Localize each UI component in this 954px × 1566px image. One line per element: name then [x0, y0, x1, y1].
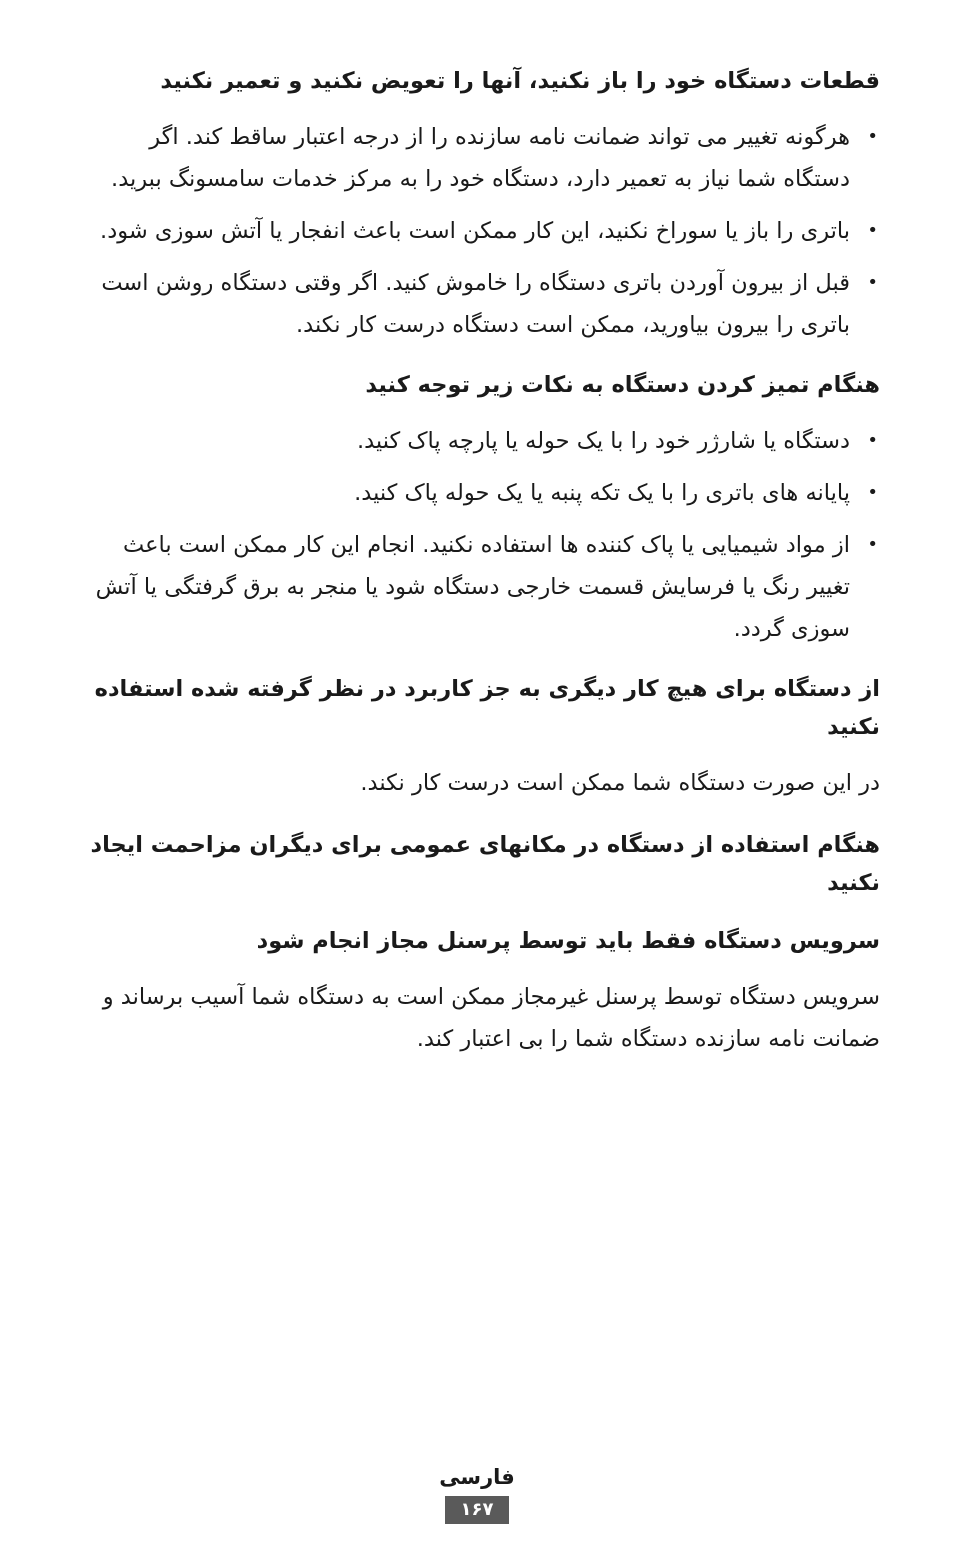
bullet-icon: •: [867, 220, 878, 241]
list-item-text: از مواد شیمیایی یا پاک کننده ها استفاده نکنید. انجام این کار ممکن است باعث تغییر رنگ یا فرسایش قسمت خارجی دستگاه شود یا منجر به برق گرفتگی یا آتش سوزی گردد.: [95, 532, 850, 642]
list-item: [78, 524, 880, 650]
page-number: ۱۶۷: [445, 1496, 510, 1524]
section-service: [78, 922, 880, 1060]
list-item: [78, 472, 880, 514]
section-heading: قطعات دستگاه خود را باز نکنید، آنها را تعویض نکنید و تعمیر نکنید: [160, 68, 880, 94]
list-item-text: قبل از بیرون آوردن باتری دستگاه را خاموش کنید. اگر وقتی دستگاه روشن است باتری را بیرون بیاورید، ممکن است دستگاه درست کار نکند.: [101, 270, 850, 338]
section-cleaning: [78, 366, 880, 650]
section-heading: هنگام استفاده از دستگاه در مکانهای عمومی برای دیگران مزاحمت ایجاد نکنید: [90, 832, 880, 896]
section-heading: سرویس دستگاه فقط باید توسط پرسنل مجاز انجام شود: [256, 928, 880, 954]
bullet-list: [78, 420, 880, 650]
bullet-icon: •: [867, 534, 878, 555]
bullet-icon: •: [867, 482, 878, 503]
page-footer: [0, 1462, 954, 1524]
bullet-icon: •: [867, 272, 878, 293]
footer-language: فارسی: [439, 1465, 515, 1489]
bullet-icon: •: [867, 126, 878, 147]
bullet-list: [78, 116, 880, 346]
list-item-text: دستگاه یا شارژر خود را با یک حوله یا پارچه پاک کنید.: [356, 428, 850, 454]
section-paragraph: سرویس دستگاه توسط پرسنل غیرمجاز ممکن است به دستگاه شما آسیب برساند و ضمانت نامه سازنده دستگاه شما را بی اعتبار کند.: [102, 984, 880, 1052]
list-item: [78, 210, 880, 252]
section-paragraph: در این صورت دستگاه شما ممکن است درست کار نکند.: [360, 770, 880, 796]
list-item-text: باتری را باز یا سوراخ نکنید، این کار ممکن است باعث انفجار یا آتش سوزی شود.: [100, 218, 850, 244]
list-item: [78, 420, 880, 462]
list-item-text: هرگونه تغییر می تواند ضمانت نامه سازنده را از درجه اعتبار ساقط کند. اگر دستگاه شما نیاز به تعمیر دارد، دستگاه خود را به مرکز خدمات سامسونگ ببرید.: [111, 124, 850, 192]
list-item: [78, 116, 880, 200]
section-public-places: [78, 826, 880, 902]
list-item: [78, 262, 880, 346]
list-item-text: پایانه های باتری را با یک تکه پنبه یا یک حوله پاک کنید.: [354, 480, 850, 506]
section-heading: هنگام تمیز کردن دستگاه به نکات زیر توجه کنید: [365, 372, 880, 398]
section-disassembly: [78, 62, 880, 346]
bullet-icon: •: [867, 430, 878, 451]
document-body: [78, 62, 880, 1082]
section-intended-use: [78, 670, 880, 804]
section-heading: از دستگاه برای هیچ کار دیگری به جز کاربرد در نظر گرفته شده استفاده نکنید: [94, 676, 880, 740]
